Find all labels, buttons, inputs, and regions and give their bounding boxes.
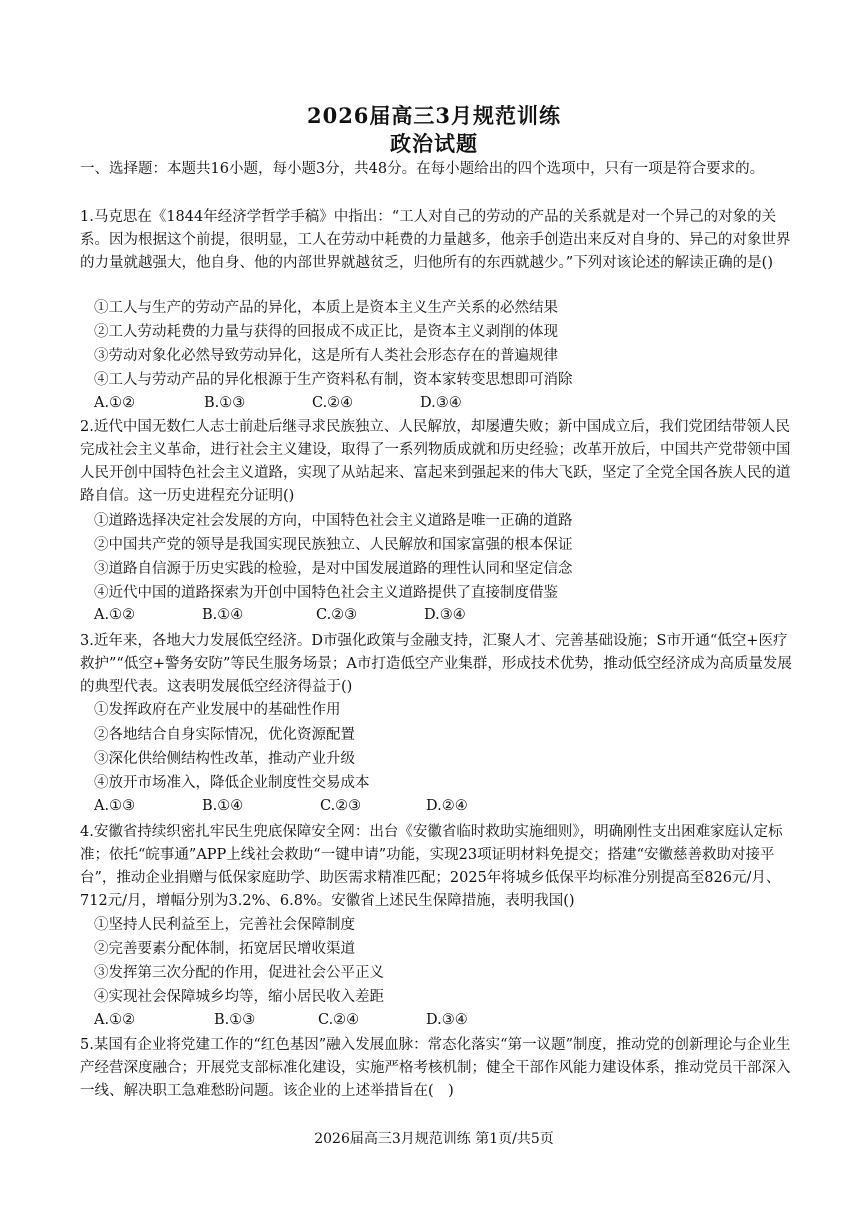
question-3-choice-b: B.①④: [202, 798, 244, 814]
question-3-option-1: ①发挥政府在产业发展中的基础性作用: [94, 702, 341, 718]
question-2-choice-a: A.①②: [94, 607, 136, 623]
question-3-choice-c: C.②③: [320, 798, 362, 814]
question-4-choice-c: C.②④: [318, 1012, 360, 1028]
question-1-choice-a: A.①②: [94, 395, 136, 411]
question-1-choice-c: C.②④: [312, 395, 354, 411]
question-2-option-2: ②中国共产党的领导是我国实现民族独立、人民解放和国家富强的根本保证: [94, 537, 573, 553]
question-3-option-2: ②各地结合自身实际情况，优化资源配置: [94, 727, 355, 743]
question-2-option-3: ③道路自信源于历史实践的检验，是对中国发展道路的理性认同和坚定信念: [94, 561, 573, 577]
question-1-option-1: ①工人与生产的劳动产品的异化，本质上是资本主义生产关系的必然结果: [94, 300, 558, 316]
question-1-stem: [80, 206, 792, 275]
question-1-option-3: ③劳动对象化必然导致劳动异化，这是所有人类社会形态存在的普遍规律: [94, 348, 558, 364]
question-3-option-3: ③深化供给侧结构性改革，推动产业升级: [94, 751, 355, 767]
question-1-choice-d: D.③④: [420, 395, 462, 411]
question-3-stem-text: 3.近年来，各地大力发展低空经济。D市强化政策与金融支持，汇聚人才、完善基础设施；S市开通“低空+医疗救护”“低空+警务安防”等民生服务场景；A市打造低空产业集群，形成技术优势，推动低空经济成为高质量发展的典型代表。这表明发展低空经济得益于(): [80, 633, 792, 695]
question-4-option-1: ①坚持人民利益至上，完善社会保障制度: [94, 917, 355, 933]
question-1-stem-text: 1.马克思在《1844年经济学哲学手稿》中指出：“工人对自己的劳动的产品的关系就是对一个异己的对象的关系。因为根据这个前提，很明显，工人在劳动中耗费的力量越多，他亲手创造出来反对自身的、异己的对象世界的力量就越强大，他自身、他的内部世界就越贫乏，归他所有的东西就越少。”下列对该论述的解读正确的是(): [80, 209, 791, 271]
question-4-option-4: ④实现社会保障城乡均等，缩小居民收入差距: [94, 989, 384, 1005]
question-3-choice-d: D.②④: [426, 798, 468, 814]
section-heading-text: 一、选择题：本题共16小题，每小题3分，共48分。在每小题给出的四个选项中，只有一项是符合要求的。: [80, 161, 765, 177]
section-heading: [80, 158, 792, 180]
question-5-stem: [80, 1034, 792, 1103]
question-3-stem: [80, 630, 792, 699]
exam-title: 2026届高三3月规范训练: [306, 103, 562, 128]
question-2-stem: [80, 416, 792, 508]
question-3-choice-a: A.①③: [94, 798, 136, 814]
question-4-stem-text: 4.安徽省持续织密扎牢民生兜底保障安全网：出台《安徽省临时救助实施细则》，明确刚性支出困难家庭认定标准；依托“皖事通”APP上线社会救助“一键申请”功能，实现23项证明材料免提交；搭建“安徽慈善救助对接平台”，推动企业捐赠与低保家庭助学、助医需求精准匹配；2025年将城乡低保平均标准分别提高至826元/月、712元/月，增幅分别为3.2%、6.8%。安徽省上述民生保障措施，表明我国(): [80, 824, 783, 909]
question-5-stem-text: 5.某国有企业将党建工作的“红色基因”融入发展血脉：常态化落实“第一议题”制度，推动党的创新理论与企业生产经营深度融合；开展党支部标准化建设，实施严格考核机制；健全干部作风能力建设体系，推动党员干部深入一线、解决职工急难愁盼问题。该企业的上述举措旨在( ): [80, 1037, 791, 1099]
question-2-option-1: ①道路选择决定社会发展的方向，中国特色社会主义道路是唯一正确的道路: [94, 513, 573, 529]
page-footer: 2026届高三3月规范训练 第1页/共5页: [314, 1131, 554, 1147]
question-2-choice-b: B.①④: [202, 607, 244, 623]
question-3-option-4: ④放开市场准入，降低企业制度性交易成本: [94, 775, 370, 791]
question-4-option-3: ③发挥第三次分配的作用，促进社会公平正义: [94, 965, 384, 981]
question-2-option-4: ④近代中国的道路探索为开创中国特色社会主义道路提供了直接制度借鉴: [94, 585, 558, 601]
question-4-choice-a: A.①②: [94, 1012, 136, 1028]
question-4-choice-b: B.①③: [214, 1012, 256, 1028]
question-4-option-2: ②完善要素分配体制，拓宽居民增收渠道: [94, 941, 355, 957]
question-1-option-4: ④工人与劳动产品的异化根源于生产资料私有制，资本家转变思想即可消除: [94, 372, 573, 388]
question-2-choice-c: C.②③: [316, 607, 358, 623]
exam-subtitle: 政治试题: [390, 131, 478, 156]
question-4-choice-d: D.③④: [426, 1012, 468, 1028]
question-1-option-2: ②工人劳动耗费的力量与获得的回报成不成正比，是资本主义剥削的体现: [94, 324, 558, 340]
question-2-choice-d: D.③④: [424, 607, 466, 623]
question-1-choice-b: B.①③: [204, 395, 246, 411]
question-2-stem-text: 2.近代中国无数仁人志士前赴后继寻求民族独立、人民解放，却屡遭失败；新中国成立后，我们党团结带领人民完成社会主义革命，进行社会主义建设，取得了一系列物质成就和历史经验；改革开放后，中国共产党带领中国人民开创中国特色社会主义道路，实现了从站起来、富起来到强起来的伟大飞跃，坚定了全党全国各族人民的道路自信。这一历史进程充分证明(): [80, 419, 791, 504]
question-4-stem: [80, 821, 792, 913]
